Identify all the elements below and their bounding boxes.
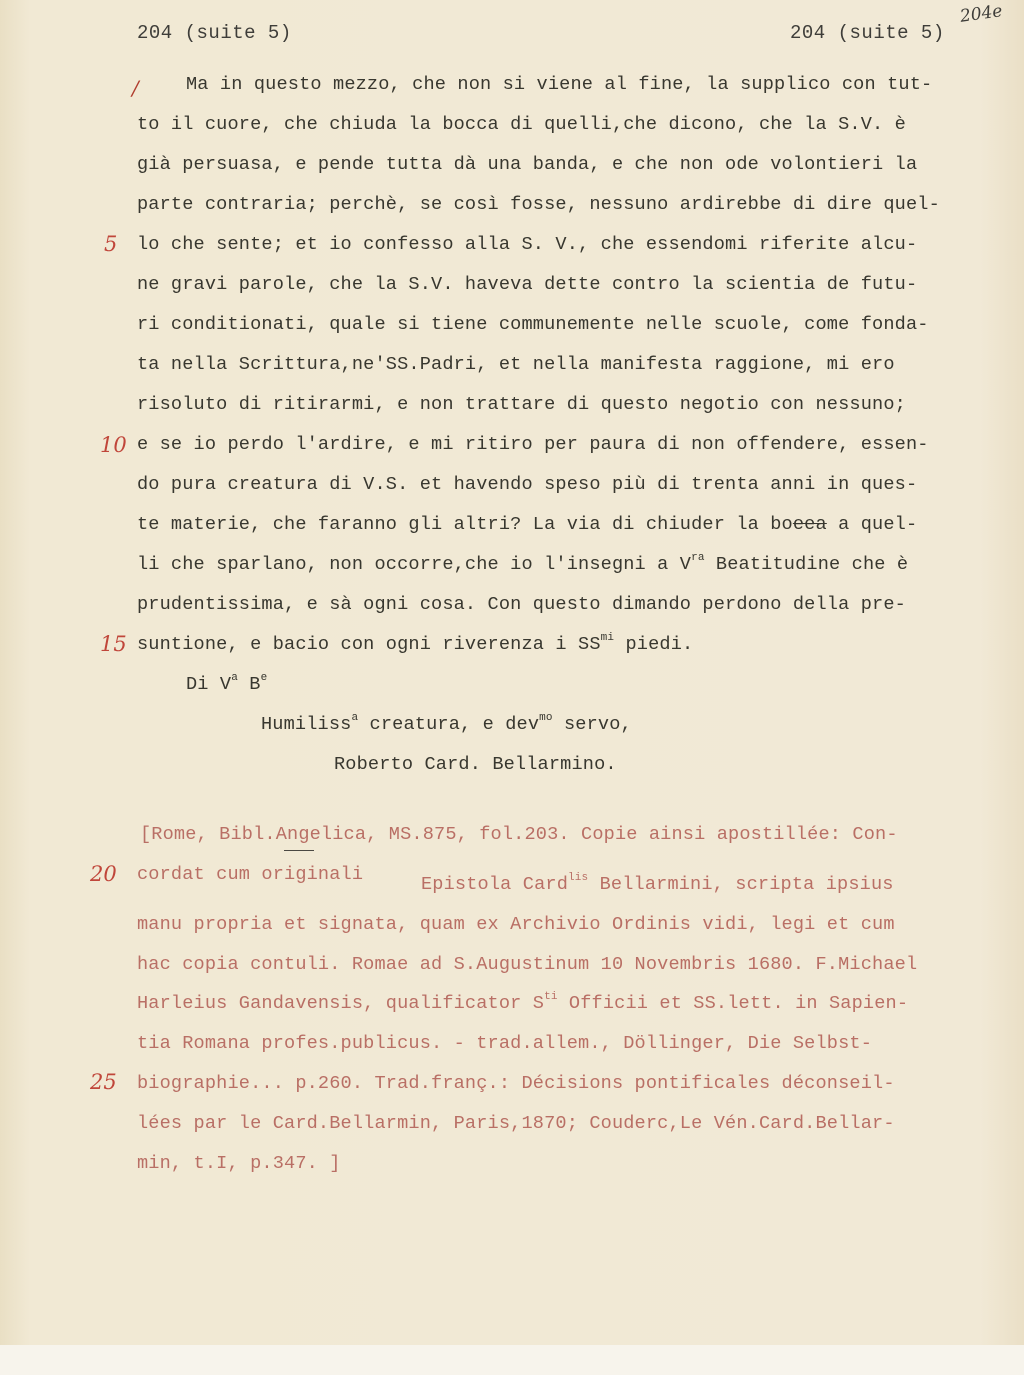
letter-line-1: Ma in questo mezzo, che non si viene al fine, la supplico con tut- bbox=[186, 74, 933, 95]
note-line-1: [Rome, Bibl.Angelica, MS.875, fol.203. Copie ainsi apostillée: Con- bbox=[140, 824, 898, 845]
note-line-2a: cordat cum originali bbox=[137, 864, 364, 885]
letter-line-3: già persuasa, e pende tutta dà una banda, e che non ode volontieri la bbox=[137, 154, 918, 175]
struck-text: eea bbox=[792, 514, 827, 535]
margin-mark-20: 20 bbox=[90, 862, 117, 886]
letter-line-5: lo che sente; et io confesso alla S. V., che essendomi riferite alcu- bbox=[137, 234, 918, 255]
note-line-6: tia Romana profes.publicus. - trad.allem., Döllinger, Die Selbst- bbox=[137, 1033, 873, 1054]
header-left: 204 (suite 5) bbox=[137, 22, 292, 44]
margin-mark-5: 5 bbox=[104, 232, 118, 256]
margin-mark-25: 25 bbox=[90, 1070, 117, 1094]
underline-mark bbox=[284, 850, 314, 851]
scan-bottom-edge bbox=[0, 1345, 1024, 1375]
note-line-5: Harleius Gandavensis, qualificator $S^{ti}$ Officii et SS.lett. in Sapien- bbox=[137, 991, 909, 1014]
letter-line-10: e se io perdo l'ardire, e mi ritiro per paura di non offendere, essen- bbox=[137, 434, 929, 455]
note-line-8: lées par le Card.Bellarmin, Paris,1870; Couderc,Le Vén.Card.Bellar- bbox=[137, 1113, 895, 1134]
letter-line-7: ri conditionati, quale si tiene communemente nelle scuole, come fonda- bbox=[137, 314, 929, 335]
note-line-9: min, t.I, p.347. ] bbox=[137, 1153, 341, 1174]
note-line-7: biographie... p.260. Trad.franç.: Décisions pontificales déconseil- bbox=[137, 1073, 895, 1094]
letter-signature: Roberto Card. Bellarmino. bbox=[334, 754, 617, 775]
margin-mark-10: 10 bbox=[100, 433, 127, 457]
letter-signoff: Humiliss$^a$ creatura, e dev$^{mo}$ servo, bbox=[261, 712, 632, 735]
letter-line-9: risoluto di ritirarmi, e non trattare di questo negotio con nessuno; bbox=[137, 394, 906, 415]
letter-line-6: ne gravi parole, che la S.V. haveva dette contro la scientia de futu- bbox=[137, 274, 918, 295]
header-right: 204 (suite 5) bbox=[790, 22, 945, 44]
note-line-2b: Epistola Card$^{lis}$ Bellarmini, scripta ipsius bbox=[421, 872, 894, 895]
note-line-4: hac copia contuli. Romae ad S.Augustinum 10 Novembris 1680. F.Michael bbox=[137, 954, 918, 975]
note-line-3: manu propria et signata, quam ex Archivio Ordinis vidi, legi et cum bbox=[137, 914, 895, 935]
margin-mark-15: 15 bbox=[100, 632, 127, 656]
letter-line-4: parte contraria; perchè, se così fosse, nessuno ardirebbe di dire quel- bbox=[137, 194, 940, 215]
letter-line-12: te materie, che faranno gli altri? La via di chiuder la boeea a quel- bbox=[137, 514, 918, 535]
letter-line-13: li che sparlano, non occorre,che io l'insegni a $V^{ra}$ Beatitudine che è bbox=[137, 552, 909, 575]
letter-line-15: suntione, e bacio con ogni riverenza i $SS^{mi}$ piedi. bbox=[137, 632, 694, 655]
letter-line-2: to il cuore, che chiuda la bocca di quelli,che dicono, che la S.V. è bbox=[137, 114, 906, 135]
handwritten-page-number: 204e bbox=[958, 1, 1004, 27]
margin-mark-start: / bbox=[132, 76, 139, 100]
letter-line-11: do pura creatura di V.S. et havendo speso più di trenta anni in ques- bbox=[137, 474, 918, 495]
letter-greeting: Di $V^a$ $B^e$ bbox=[186, 672, 268, 695]
letter-line-14: prudentissima, e sà ogni cosa. Con questo dimando perdono della pre- bbox=[137, 594, 906, 615]
letter-line-8: ta nella Scrittura,ne'SS.Padri, et nella manifesta raggione, mi ero bbox=[137, 354, 895, 375]
